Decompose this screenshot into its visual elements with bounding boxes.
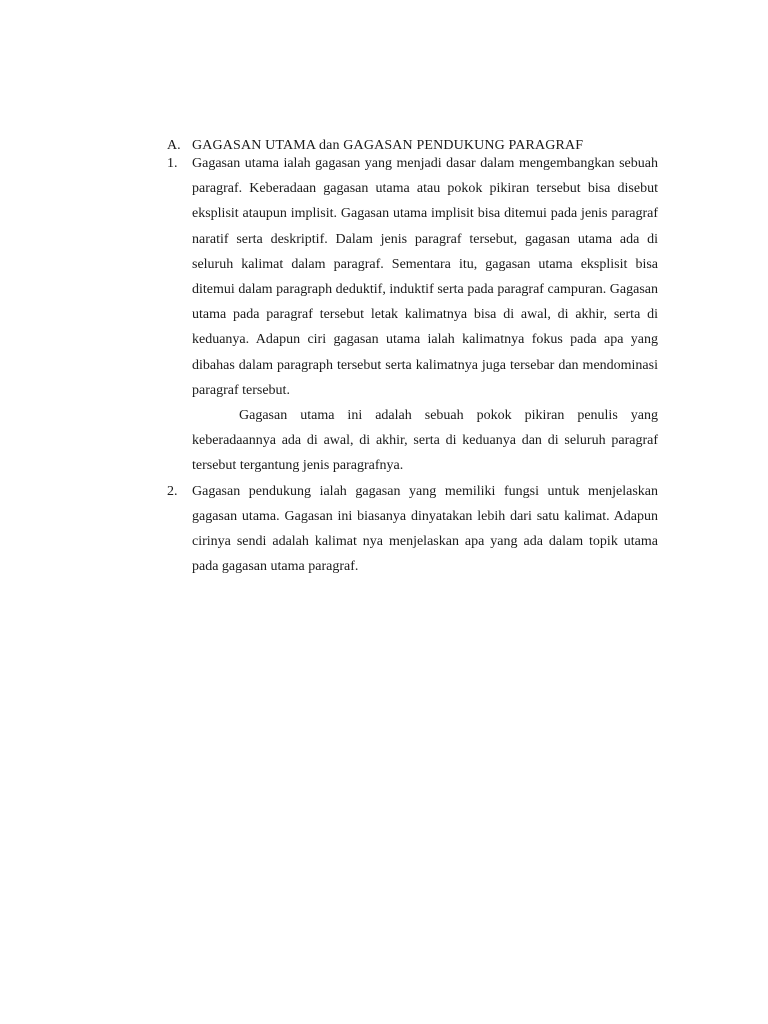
list-item-number: 1. bbox=[167, 156, 178, 171]
section-marker: A. bbox=[167, 138, 181, 153]
list-item-body bbox=[192, 151, 658, 479]
document-content bbox=[167, 137, 658, 579]
paragraph-indented: Gagasan utama ini adalah sebuah pokok pikiran penulis yang keberadaannya ada di awal, di akhir, serta di keduanya dan di seluruh paragraf tersebut tergantung jenis paragrafnya. bbox=[192, 408, 658, 474]
paragraph: Gagasan utama ialah gagasan yang menjadi dasar dalam mengembangkan sebuah paragraf. Keberadaan gagasan utama atau pokok pikiran tersebut bisa disebut eksplisit ataupun implisit. Gagasan utama implisit bisa ditemui pada jenis paragraf naratif serta deskriptif. Dalam jenis paragraf tersebut, gagasan utama ada di seluruh kalimat dalam paragraf. Sementara itu, gagasan utama eksplisit bisa ditemui dalam paragraph deduktif, induktif serta pada paragraf campuran. Gagasan utama pada paragraf tersebut letak kalimatnya bisa di awal, di akhir, serta di keduanya. Adapun ciri gagasan utama ialah kalimatnya fokus pada apa yang dibahas dalam paragraph tersebut serta kalimatnya juga tersebar dan mendominasi paragraf tersebut. bbox=[192, 156, 658, 398]
list-item-2 bbox=[167, 479, 658, 580]
list-item-body bbox=[192, 479, 658, 580]
section-title: GAGASAN UTAMA dan GAGASAN PENDUKUNG PARAGRAF bbox=[192, 138, 584, 153]
paragraph: Gagasan pendukung ialah gagasan yang memiliki fungsi untuk menjelaskan gagasan utama. Gagasan ini biasanya dinyatakan lebih dari satu kalimat. Adapun cirinya sendi adalah kalimat nya menjelaskan apa yang ada dalam topik utama pada gagasan utama paragraf. bbox=[192, 483, 658, 575]
list-item-1 bbox=[167, 155, 658, 479]
list-item-number: 2. bbox=[167, 483, 178, 499]
